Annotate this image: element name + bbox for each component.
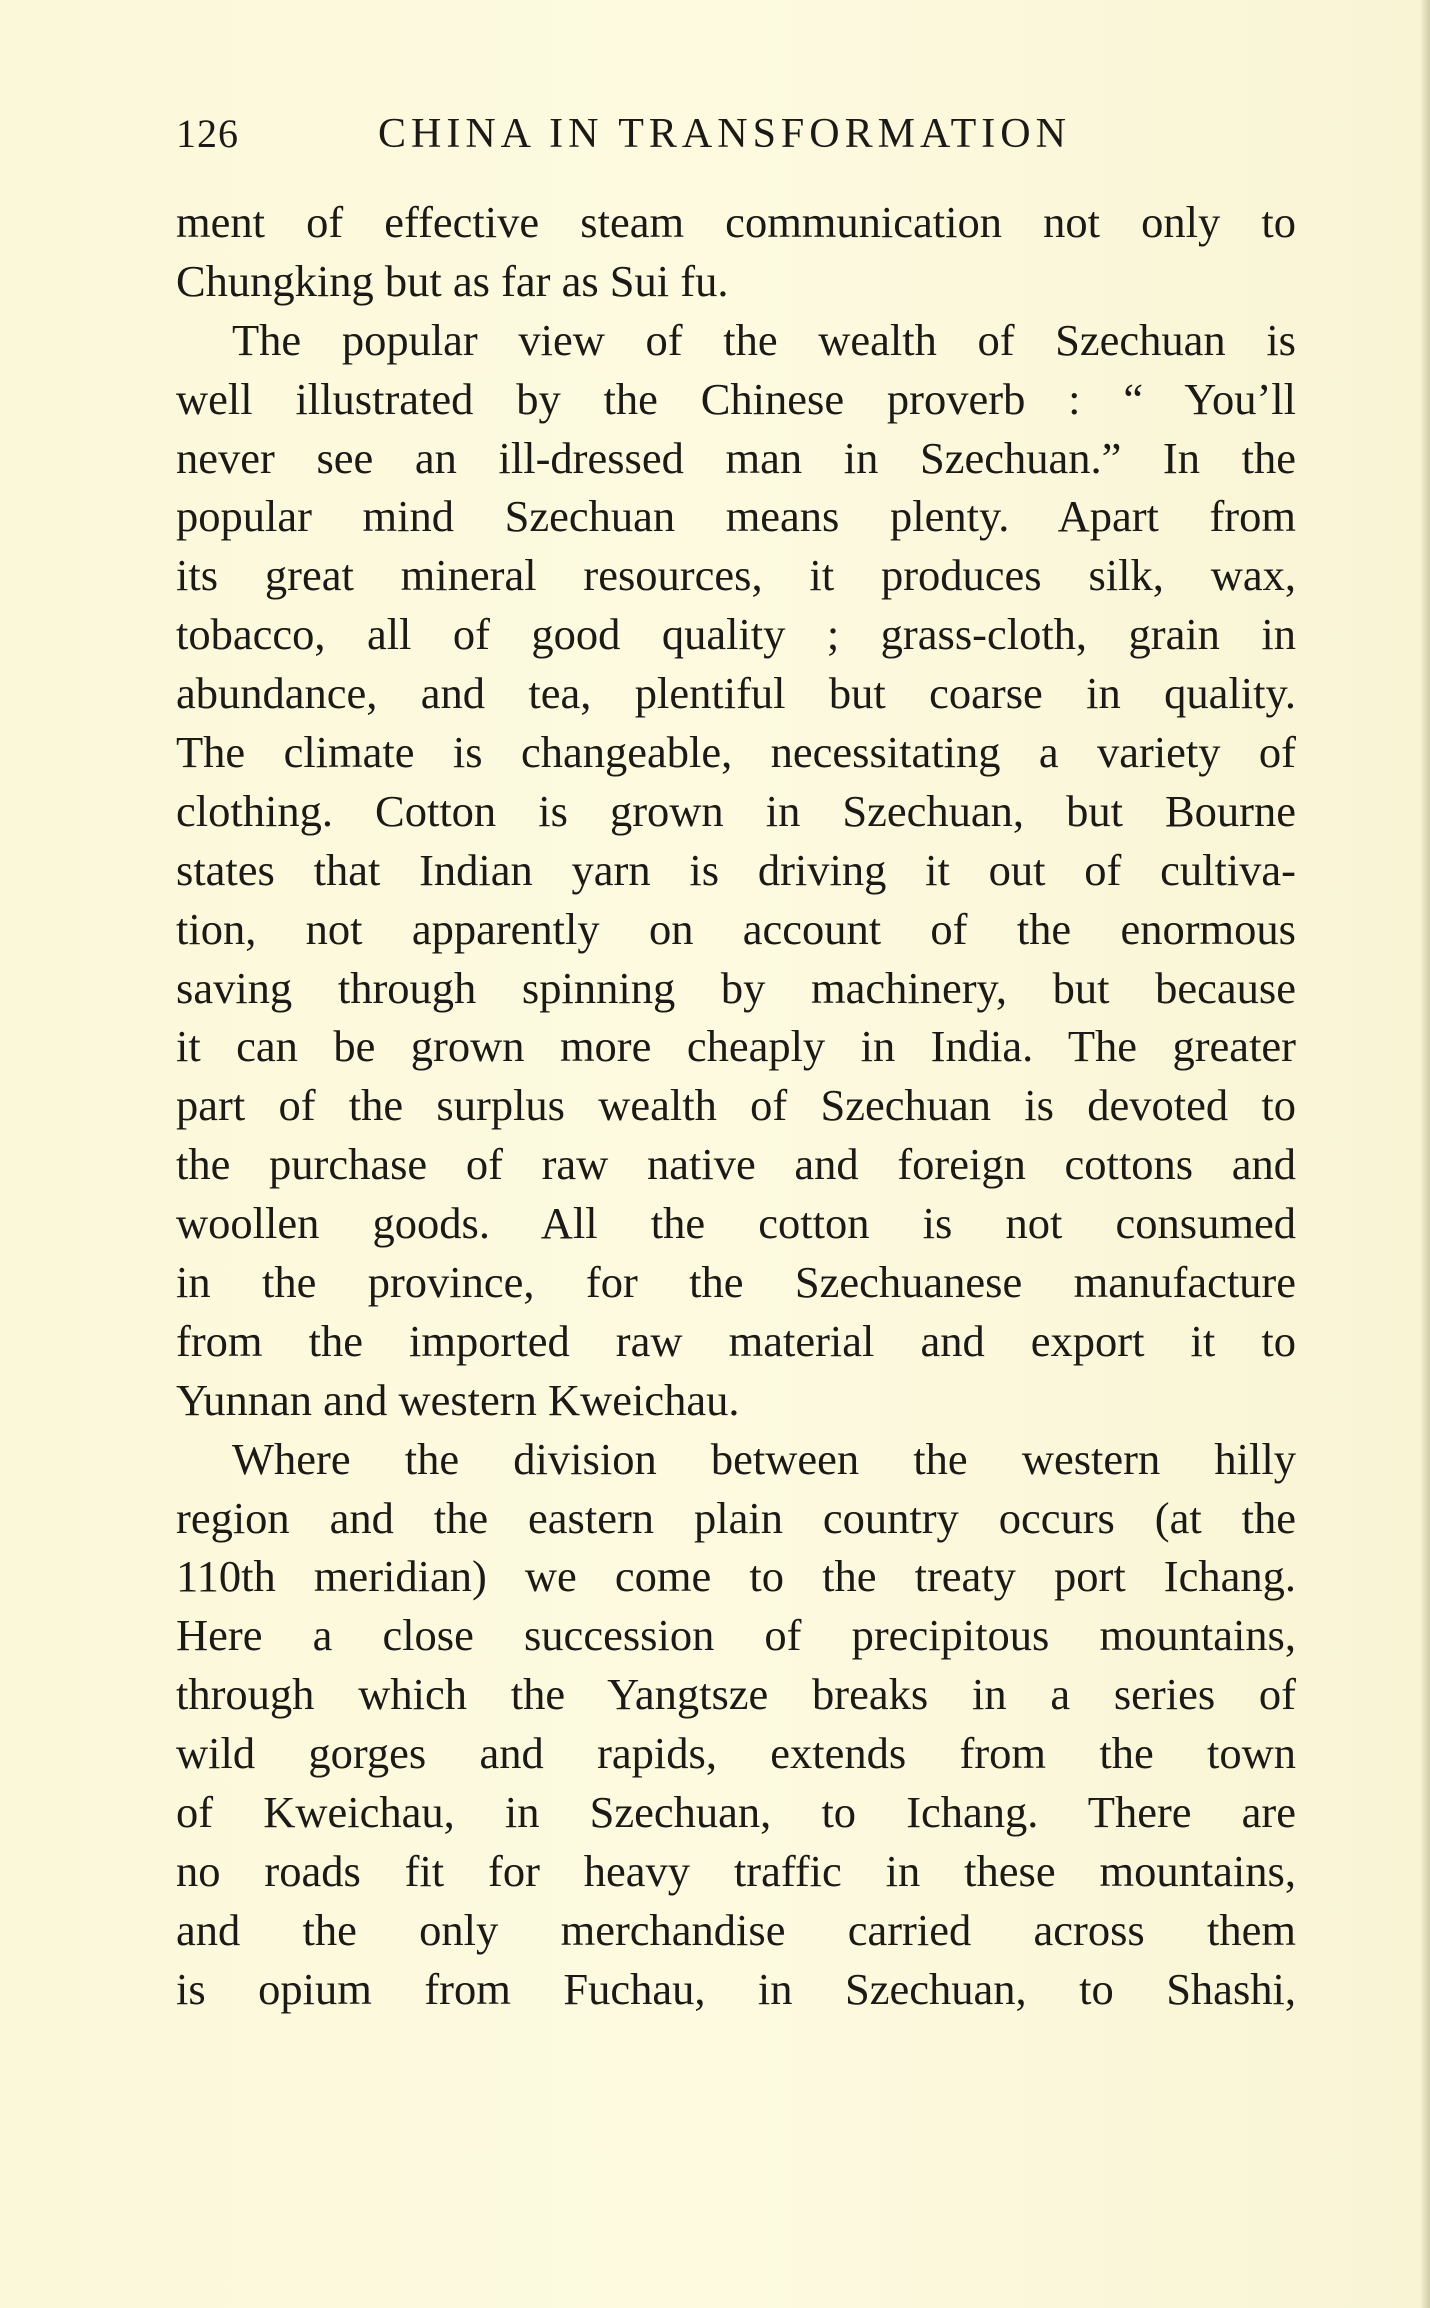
- text-line: of Kweichau, in Szechuan, to Ichang. There are: [176, 1787, 1296, 1838]
- text-line: never see an ill-dressed man in Szechuan.” In the: [176, 432, 1296, 483]
- text-line: Where the division between the western hilly: [232, 1433, 1296, 1484]
- text-line: woollen goods. All the cotton is not consumed: [176, 1198, 1296, 1249]
- running-header: [176, 110, 1296, 170]
- text-line: popular mind Szechuan means plenty. Apart from: [176, 491, 1296, 542]
- text-line: The popular view of the wealth of Szechuan is: [232, 314, 1296, 365]
- text-line: Chungking but as far as Sui fu.: [176, 255, 729, 306]
- text-line: the purchase of raw native and foreign cottons and: [176, 1139, 1296, 1190]
- text-line: and the only merchandise carried across them: [176, 1904, 1296, 1955]
- text-line: abundance, and tea, plentiful but coarse in quality.: [176, 668, 1296, 719]
- text-line: ment of effective steam communication not only to: [176, 197, 1296, 247]
- text-line: Yunnan and western Kweichau.: [176, 1374, 740, 1425]
- text-line: 110th meridian) we come to the treaty port Ichang.: [176, 1551, 1296, 1602]
- text-line: through which the Yangtsze breaks in a series of: [176, 1669, 1296, 1720]
- text-line: in the province, for the Szechuanese manufacture: [176, 1257, 1296, 1308]
- page-edge-shadow: [1420, 0, 1430, 2308]
- text-line: wild gorges and rapids, extends from the town: [176, 1728, 1296, 1779]
- text-line: from the imported raw material and export it to: [176, 1315, 1296, 1366]
- text-line: region and the eastern plain country occurs (at the: [176, 1492, 1296, 1543]
- running-title: CHINA IN TRANSFORMATION: [378, 111, 1071, 157]
- text-line: states that Indian yarn is driving it out of cultiva-: [176, 844, 1296, 895]
- page-number: 126: [176, 111, 239, 156]
- text-line: part of the surplus wealth of Szechuan is devoted to: [176, 1080, 1296, 1131]
- text-line: tobacco, all of good quality ; grass-cloth, grain in: [176, 609, 1296, 660]
- text-line: clothing. Cotton is grown in Szechuan, but Bourne: [176, 785, 1296, 836]
- text-line: it can be grown more cheaply in India. The greater: [176, 1021, 1296, 1072]
- text-line: The climate is changeable, necessitating a variety of: [176, 727, 1296, 778]
- text-line: saving through spinning by machinery, but because: [176, 962, 1296, 1013]
- text-line: no roads fit for heavy traffic in these mountains,: [176, 1845, 1296, 1896]
- text-line: well illustrated by the Chinese proverb : “ You’ll: [176, 373, 1296, 424]
- body-text: [176, 193, 1296, 2019]
- text-line: its great mineral resources, it produces silk, wax,: [176, 550, 1296, 601]
- text-line: is opium from Fuchau, in Szechuan, to Shashi,: [176, 1963, 1296, 2014]
- text-line: tion, not apparently on account of the enormous: [176, 903, 1296, 954]
- text-line: Here a close succession of precipitous mountains,: [176, 1610, 1296, 1661]
